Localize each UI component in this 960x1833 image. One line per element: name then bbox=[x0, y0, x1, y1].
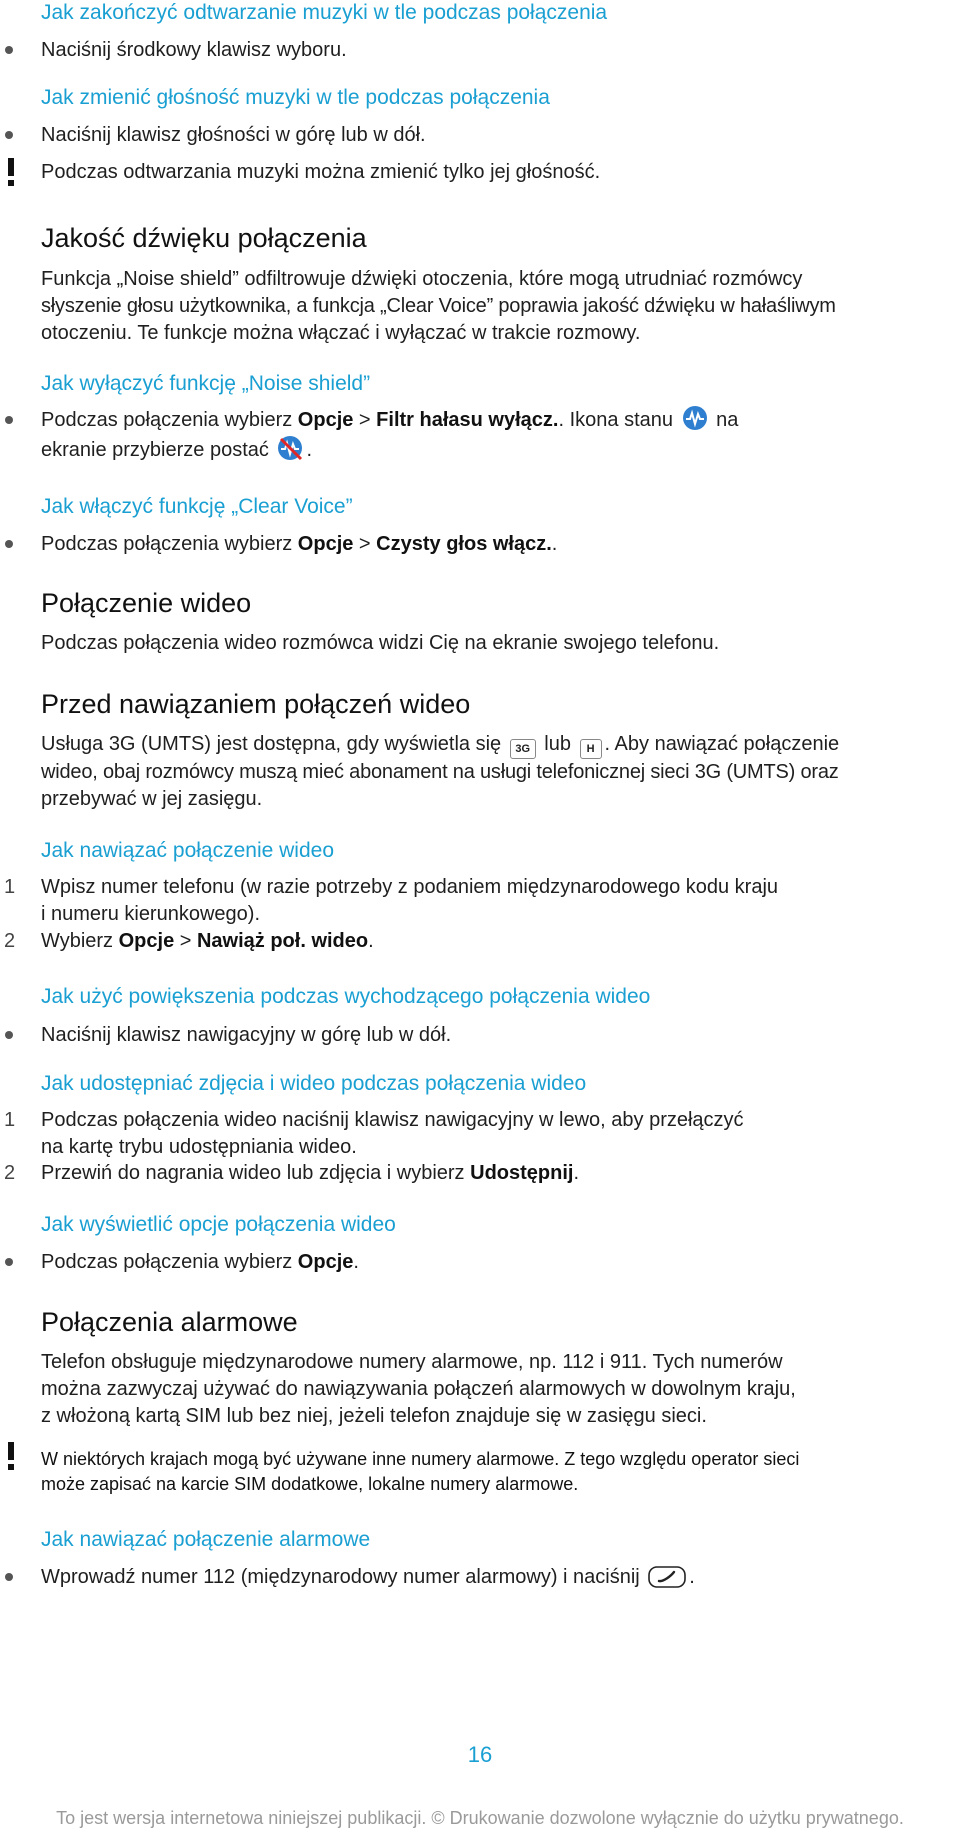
paragraph-line: słyszenie głosu użytkownika, a funkcja „Clear Voice” poprawia jakość dźwięku w hałaśliwym bbox=[41, 295, 836, 317]
step-text-continued: i numeru kierunkowego). bbox=[41, 903, 260, 925]
bullet-dot bbox=[5, 131, 13, 139]
warning-icon bbox=[4, 1441, 18, 1471]
warning-icon bbox=[4, 157, 18, 187]
bullet-dot bbox=[5, 1573, 13, 1581]
hsdpa-icon: H bbox=[580, 739, 602, 759]
subheading-change-volume: Jak zmienić głośność muzyki w tle podczas połączenia bbox=[41, 86, 550, 109]
subheading-emergency-call: Jak nawiązać połączenie alarmowe bbox=[41, 1528, 371, 1551]
bullet-text: Naciśnij klawisz głośności w górę lub w dół. bbox=[41, 124, 426, 146]
paragraph-line: z włożoną kartą SIM lub bez niej, jeżeli telefon znajduje się w zasięgu sieci. bbox=[41, 1405, 707, 1427]
paragraph-line: otoczeniu. Te funkcje można włączać i wyłączać w trakcie rozmowy. bbox=[41, 322, 641, 344]
step-number: 1 bbox=[4, 876, 16, 898]
bullet-dot bbox=[5, 1031, 13, 1039]
bullet-text: Podczas połączenia wybierz Opcje. bbox=[41, 1251, 359, 1273]
section-title-video-call: Połączenie wideo bbox=[41, 588, 252, 618]
section-title-sound-quality: Jakość dźwięku połączenia bbox=[41, 223, 367, 253]
step-text: Wybierz Opcje > Nawiąż poł. wideo. bbox=[41, 930, 374, 952]
step-number: 1 bbox=[4, 1109, 16, 1131]
paragraph-line: przebywać w jej zasięgu. bbox=[41, 788, 263, 810]
bullet-text-continued: ekranie przybierze postać . bbox=[41, 435, 941, 464]
call-key-icon bbox=[648, 1566, 686, 1588]
bullet-dot bbox=[5, 416, 13, 424]
subheading-video-options: Jak wyświetlić opcje połączenia wideo bbox=[41, 1213, 396, 1236]
subheading-share: Jak udostępniać zdjęcia i wideo podczas połączenia wideo bbox=[41, 1072, 587, 1095]
noise-shield-off-icon bbox=[277, 435, 303, 461]
bullet-dot bbox=[5, 1258, 13, 1266]
noise-shield-on-icon bbox=[682, 405, 708, 431]
paragraph-line: Funkcja „Noise shield” odfiltrowuje dźwięki otoczenia, które mogą utrudniać rozmówcy bbox=[41, 268, 803, 290]
step-text-continued: na kartę trybu udostępniania wideo. bbox=[41, 1136, 357, 1158]
bullet-text: Wprowadź numer 112 (międzynarodowy numer alarmowy) i naciśnij . bbox=[41, 1566, 695, 1588]
section-title-before-video-calls: Przed nawiązaniem połączeń wideo bbox=[41, 689, 471, 719]
3g-icon: 3G bbox=[510, 739, 536, 759]
step-text: Podczas połączenia wideo naciśnij klawisz nawigacyjny w lewo, aby przełączyć bbox=[41, 1109, 744, 1131]
bullet-dot bbox=[5, 46, 13, 54]
bullet-dot bbox=[5, 540, 13, 548]
page-number: 16 bbox=[467, 1742, 493, 1767]
paragraph-line: można zazwyczaj używać do nawiązywania połączeń alarmowych w dowolnym kraju, bbox=[41, 1378, 796, 1400]
note-text-continued: może zapisać na karcie SIM dodatkowe, lokalne numery alarmowe. bbox=[41, 1474, 579, 1494]
step-number: 2 bbox=[4, 1162, 16, 1184]
paragraph-line: wideo, obaj rozmówcy muszą mieć abonament na usługi telefonicznej sieci 3G (UMTS) oraz bbox=[41, 761, 839, 783]
paragraph-line: Usługa 3G (UMTS) jest dostępna, gdy wyświetla się 3G lub H . Aby nawiązać połączenie bbox=[41, 730, 941, 759]
bullet-text: Naciśnij środkowy klawisz wyboru. bbox=[41, 39, 347, 61]
paragraph-line: Telefon obsługuje międzynarodowe numery alarmowe, np. 112 i 911. Tych numerów bbox=[41, 1351, 783, 1373]
step-text: Przewiń do nagrania wideo lub zdjęcia i wybierz Udostępnij. bbox=[41, 1162, 580, 1184]
paragraph-line: Podczas połączenia wideo rozmówca widzi Cię na ekranie swojego telefonu. bbox=[41, 632, 720, 654]
subheading-clear-voice: Jak włączyć funkcję „Clear Voice” bbox=[41, 495, 353, 518]
bullet-text: Podczas połączenia wybierz Opcje > Filtr hałasu wyłącz.. Ikona stanu na bbox=[41, 405, 941, 434]
footer-note: To jest wersja internetowa niniejszej publikacji. © Drukowanie dozwolone wyłącznie do użytku prywatnego. bbox=[56, 1808, 904, 1828]
subheading-noise-shield: Jak wyłączyć funkcję „Noise shield” bbox=[41, 372, 371, 395]
step-number: 2 bbox=[4, 930, 16, 952]
step-text: Wpisz numer telefonu (w razie potrzeby z podaniem międzynarodowego kodu kraju bbox=[41, 876, 779, 898]
bullet-text: Naciśnij klawisz nawigacyjny w górę lub w dół. bbox=[41, 1024, 452, 1046]
subheading-make-video-call: Jak nawiązać połączenie wideo bbox=[41, 839, 335, 862]
bullet-text: Podczas połączenia wybierz Opcje > Czysty głos włącz.. bbox=[41, 533, 558, 555]
section-title-emergency: Połączenia alarmowe bbox=[41, 1307, 298, 1337]
note-text: W niektórych krajach mogą być używane inne numery alarmowe. Z tego względu operator sieci bbox=[41, 1449, 800, 1469]
subheading-zoom: Jak użyć powiększenia podczas wychodzącego połączenia wideo bbox=[41, 985, 651, 1008]
note-text: Podczas odtwarzania muzyki można zmienić tylko jej głośność. bbox=[41, 161, 601, 183]
subheading-stop-music: Jak zakończyć odtwarzanie muzyki w tle podczas połączenia bbox=[41, 1, 608, 24]
